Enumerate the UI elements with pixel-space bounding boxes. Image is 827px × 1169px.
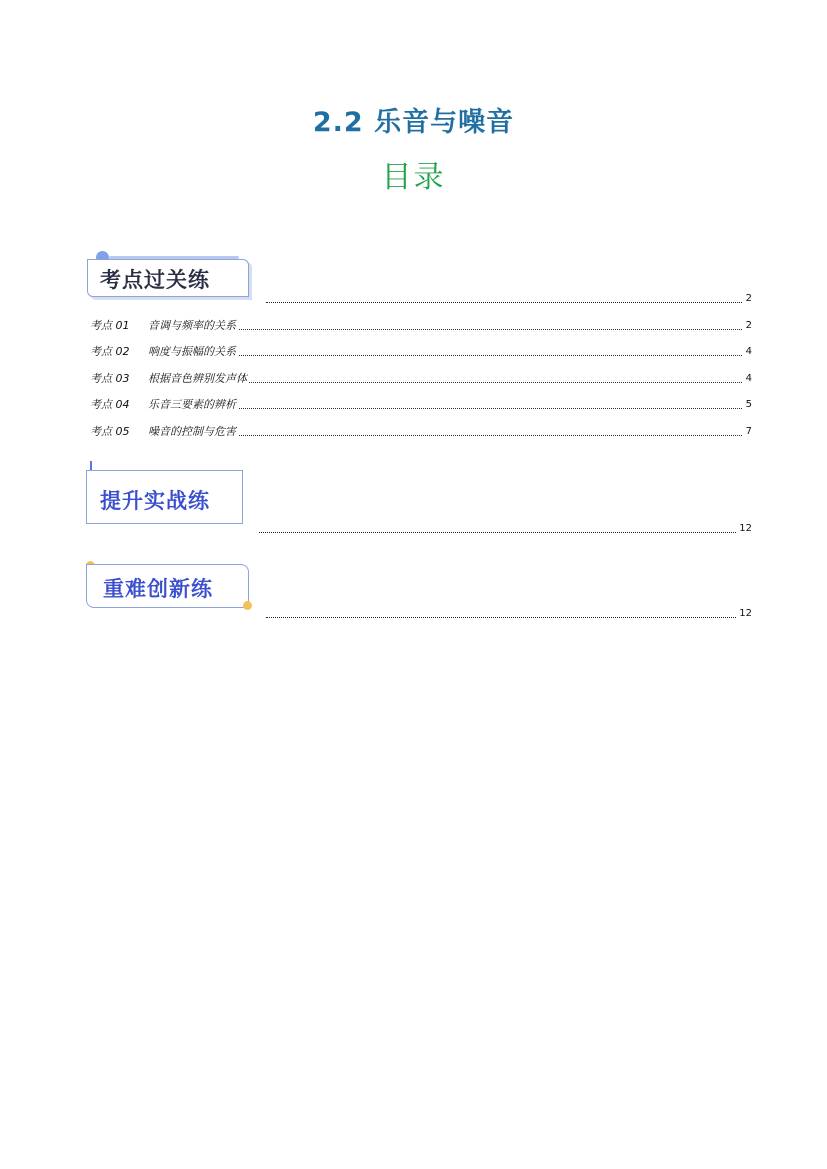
toc-entry-3[interactable] — [90, 372, 752, 386]
entry-page: 7 — [745, 426, 752, 437]
toc-entry-2[interactable] — [90, 345, 752, 359]
document-title: 2.2 乐音与噪音 — [312, 107, 515, 138]
section-1-label: 考点过关练 — [100, 268, 210, 292]
section-1-leader[interactable] — [266, 293, 752, 305]
banner-dot-decoration — [243, 601, 252, 610]
section-banner-3[interactable] — [86, 561, 254, 611]
toc-entry-1[interactable] — [90, 319, 752, 333]
section-banner-1[interactable] — [85, 251, 255, 299]
entry-page: 4 — [745, 346, 752, 357]
entry-title: 音调与频率的关系 — [148, 319, 236, 332]
entry-page: 4 — [745, 373, 752, 384]
section-2-label: 提升实战练 — [100, 489, 210, 513]
entry-title: 响度与振幅的关系 — [148, 345, 236, 358]
toc-heading: 目录 — [381, 160, 446, 195]
entry-code: 考点 02 — [90, 345, 130, 358]
section-3-page: 12 — [739, 608, 752, 619]
entry-page: 5 — [745, 399, 752, 410]
entry-code: 考点 01 — [90, 319, 130, 332]
section-2-leader[interactable] — [259, 523, 752, 535]
entry-title: 噪音的控制与危害 — [148, 425, 236, 438]
section-2-page: 12 — [739, 523, 752, 534]
section-banner-2[interactable] — [86, 461, 246, 527]
toc-entry-4[interactable] — [90, 398, 752, 412]
entry-code: 考点 03 — [90, 372, 130, 385]
entry-code: 考点 04 — [90, 398, 130, 411]
section-1-page: 2 — [745, 293, 752, 304]
entry-page: 2 — [745, 320, 752, 331]
entry-title: 乐音三要素的辨析 — [148, 398, 236, 411]
entry-title: 根据音色辨别发声体 — [148, 372, 247, 385]
entry-code: 考点 05 — [90, 425, 130, 438]
toc-entry-5[interactable] — [90, 425, 752, 439]
section-3-label: 重难创新练 — [103, 577, 213, 601]
section-3-leader[interactable] — [266, 608, 752, 620]
